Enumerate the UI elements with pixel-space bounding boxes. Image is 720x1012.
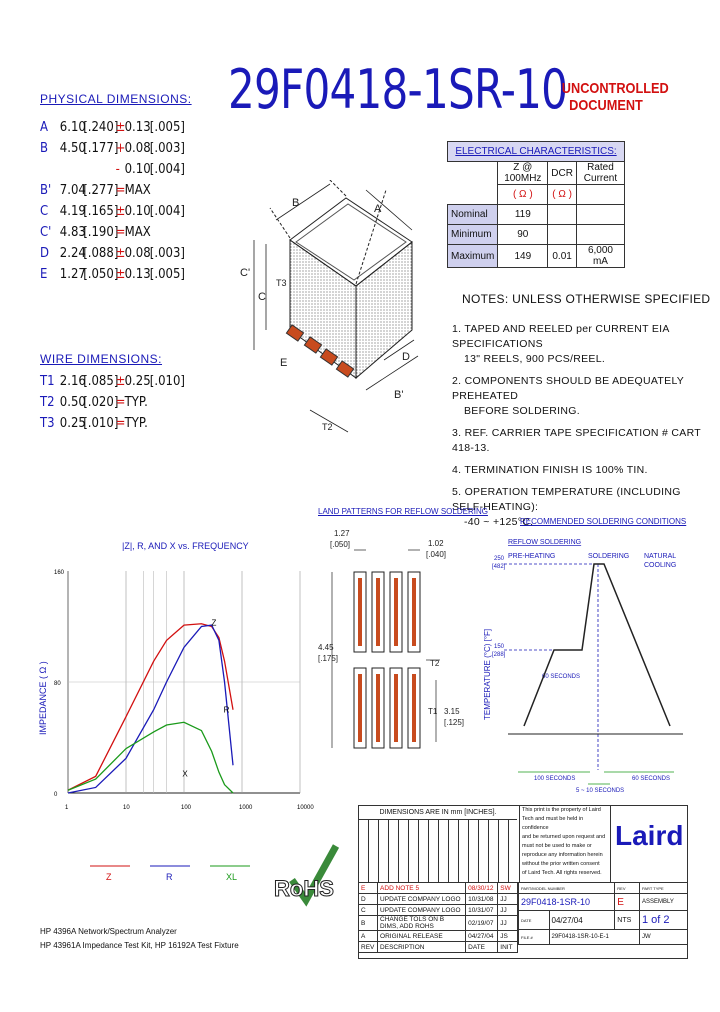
footer-line-2: HP 43961A Impedance Test Kit, HP 16192A Test Fixture <box>40 941 239 950</box>
svg-text:T2: T2 <box>430 659 440 668</box>
chart-ylabel: IMPEDANCE ( Ω ) <box>38 661 48 735</box>
dimension-row: A 6.10 [.240] ± 0.13 [.005] <box>40 120 185 135</box>
series-r-line <box>68 625 233 793</box>
chart-title: |Z|, R, AND X vs. FREQUENCY <box>122 541 249 551</box>
note-item: 1. TAPED AND REELED per CURRENT EIA SPECIFICATIONS 13" REELS, 900 PCS/REEL. <box>452 323 670 365</box>
dimension-row: T1 2.16 [.085] ± 0.25 [.010] <box>40 374 185 389</box>
y-tick-label: 160 <box>54 570 65 576</box>
impedance-chart <box>30 535 320 825</box>
svg-text:[288]: [288] <box>492 652 506 658</box>
dimension-row: B 4.50 [.177] + 0.08 [.003] <box>40 141 185 156</box>
soldering-profile <box>478 530 698 800</box>
dimension-row: T2 0.50 [.020] = TYP. <box>40 395 148 410</box>
svg-text:SOLDERING: SOLDERING <box>588 553 630 560</box>
dimension-row: C 4.19 [.165] ± 0.10 [.004] <box>40 204 185 219</box>
legend-z: Z <box>106 872 112 882</box>
svg-text:REFLOW SOLDERING: REFLOW SOLDERING <box>508 539 582 546</box>
note-item: 5. OPERATION TEMPERATURE (INCLUDING SELF-HEATING): -40 ~ +125°C. <box>452 486 681 528</box>
wire-dimensions-table <box>40 371 220 434</box>
footer-line-1: HP 4396A Network/Spectrum Analyzer <box>40 927 177 936</box>
notes-title: NOTES: UNLESS OTHERWISE SPECIFIED <box>462 292 711 306</box>
svg-text:[.175]: [.175] <box>318 654 339 663</box>
chart-legend <box>80 858 280 888</box>
solder-title: RECOMMENDED SOLDERING CONDITIONS <box>520 517 687 526</box>
revision-row: A ORIGINAL RELEASE 04/27/04 JS <box>359 931 518 942</box>
svg-text:1.02: 1.02 <box>428 539 444 548</box>
y-tick-label: 0 <box>54 792 58 798</box>
rohs-logo <box>272 840 342 910</box>
wire-dimensions-title: WIRE DIMENSIONS: <box>40 352 163 366</box>
x-tick-label: 100 <box>181 805 192 811</box>
svg-text:150: 150 <box>494 644 505 650</box>
component-drawing <box>236 180 436 440</box>
label-e: E <box>280 357 288 369</box>
notes-list <box>452 322 714 537</box>
label-t3: T3 <box>276 278 287 288</box>
dimension-row: - 0.10 [.004] <box>115 162 185 177</box>
legend-r: R <box>166 872 173 882</box>
x-tick-label: 10 <box>123 805 130 811</box>
svg-text:[.050]: [.050] <box>330 540 351 549</box>
svg-text:NATURAL: NATURAL <box>644 553 677 560</box>
dimension-row: B' 7.04 [.277] = MAX <box>40 183 151 198</box>
label-c1: C' <box>240 267 251 279</box>
page-title: 29F0418-1SR-10 <box>228 58 568 121</box>
legend-x: XL <box>226 872 238 882</box>
label-b: B <box>292 197 300 209</box>
svg-text:3.15: 3.15 <box>444 707 460 716</box>
revision-row: E ADD NOTE 5 08/30/12 SW <box>359 883 518 894</box>
x-tick-label: 1 <box>65 805 69 811</box>
land-pattern-drawing <box>316 520 476 760</box>
label-b1: B' <box>394 389 404 401</box>
series-x-line <box>68 722 233 793</box>
note-item: 4. TERMINATION FINISH IS 100% TIN. <box>452 464 648 476</box>
land-title: LAND PATTERNS FOR REFLOW SOLDERING <box>318 507 488 516</box>
series-label-r: R <box>223 705 230 715</box>
revision-row: C UPDATE COMPANY LOGO 10/31/07 JJ <box>359 905 518 916</box>
series-label-x: X <box>182 769 188 779</box>
series-z-line <box>68 624 233 791</box>
svg-text:[.040]: [.040] <box>426 550 447 559</box>
svg-text:T1: T1 <box>428 707 438 716</box>
physical-dimensions-table <box>40 117 220 285</box>
svg-text:5 ~ 10 SECONDS: 5 ~ 10 SECONDS <box>576 788 625 794</box>
x-tick-label: 10000 <box>297 805 314 811</box>
svg-text:100 SECONDS: 100 SECONDS <box>534 776 576 782</box>
note-item: 2. COMPONENTS SHOULD BE ADEQUATELY PREHEATED BEFORE SOLDERING. <box>452 375 684 417</box>
svg-text:COOLING: COOLING <box>644 562 677 569</box>
electrical-table: ELECTRICAL CHARACTERISTICS: Z @ 100MHz DCR Rated Current ( Ω ) ( Ω ) Nominal 119 Minimum 90 Maximum 149 0.01 6,000 mA <box>447 141 625 268</box>
dimension-row: E 1.27 [.050] ± 0.13 [.005] <box>40 267 185 282</box>
note-item: 3. REF. CARRIER TAPE SPECIFICATION # CART 418-13. <box>452 427 701 454</box>
svg-text:PRE-HEATING: PRE-HEATING <box>508 553 556 560</box>
revision-row: B CHANGE TOLS ON B DIMS, ADD ROHS 02/19/07 JJ <box>359 916 518 931</box>
svg-text:[482]: [482] <box>492 564 506 570</box>
dimension-row: T3 0.25 [.010] = TYP. <box>40 416 148 431</box>
svg-text:1.27: 1.27 <box>334 529 350 538</box>
laird-logo: Laird <box>615 820 684 851</box>
svg-text:TEMPERATURE (°C) [°F]: TEMPERATURE (°C) [°F] <box>483 628 492 720</box>
svg-text:60 SECONDS: 60 SECONDS <box>542 674 581 680</box>
revision-row: D UPDATE COMPANY LOGO 10/31/08 JJ <box>359 894 518 905</box>
physical-dimensions-title: PHYSICAL DIMENSIONS: <box>40 92 192 106</box>
svg-text:RoHS: RoHS <box>274 876 334 901</box>
svg-text:4.45: 4.45 <box>318 643 334 652</box>
label-t2: T2 <box>322 422 333 432</box>
y-tick-label: 80 <box>54 681 61 687</box>
title-block: DIMENSIONS ARE IN mm [INCHES]. This print is the property of Laird Tech and must be held in confidence and be returned upon request and must not be used to make or reproduce any information herein without the prior written consent of Laird Tech. All rights reserved. Laird E ADD NOTE 5 08/30/12 SW D UPDATE COMPANY LOGO 10/31/08 JJ C UPDATE COMPANY LOGO 10/31/07 JJ B CHANGE TOLS ON B DIMS, ADD ROHS 02/19/07 JJ A ORIGINAL RELEASE 04/27/04 JS REV DESCRIPTION DATE INIT PART/MODEL NUMBER REV PART TYPE 29F0418-1SR-10 E ASSEMBLY DATE 04/27/04 NTS 1 of 2 FILE # 29F0418-1SR-10-E-1 JW <box>358 805 688 959</box>
svg-text:60 SECONDS: 60 SECONDS <box>632 776 671 782</box>
dimension-row: C' 4.83 [.190] = MAX <box>40 225 151 240</box>
label-d: D <box>402 351 410 363</box>
x-tick-label: 1000 <box>239 805 253 811</box>
dimension-row: D 2.24 [.088] ± 0.08 [.003] <box>40 246 185 261</box>
label-a: A <box>374 203 382 215</box>
series-label-z: Z <box>211 618 217 628</box>
uncontrolled-stamp: UNCONTROLLED DOCUMENT <box>561 80 669 114</box>
svg-text:250: 250 <box>494 556 505 562</box>
label-c: C <box>258 291 266 303</box>
svg-text:[.125]: [.125] <box>444 718 465 727</box>
